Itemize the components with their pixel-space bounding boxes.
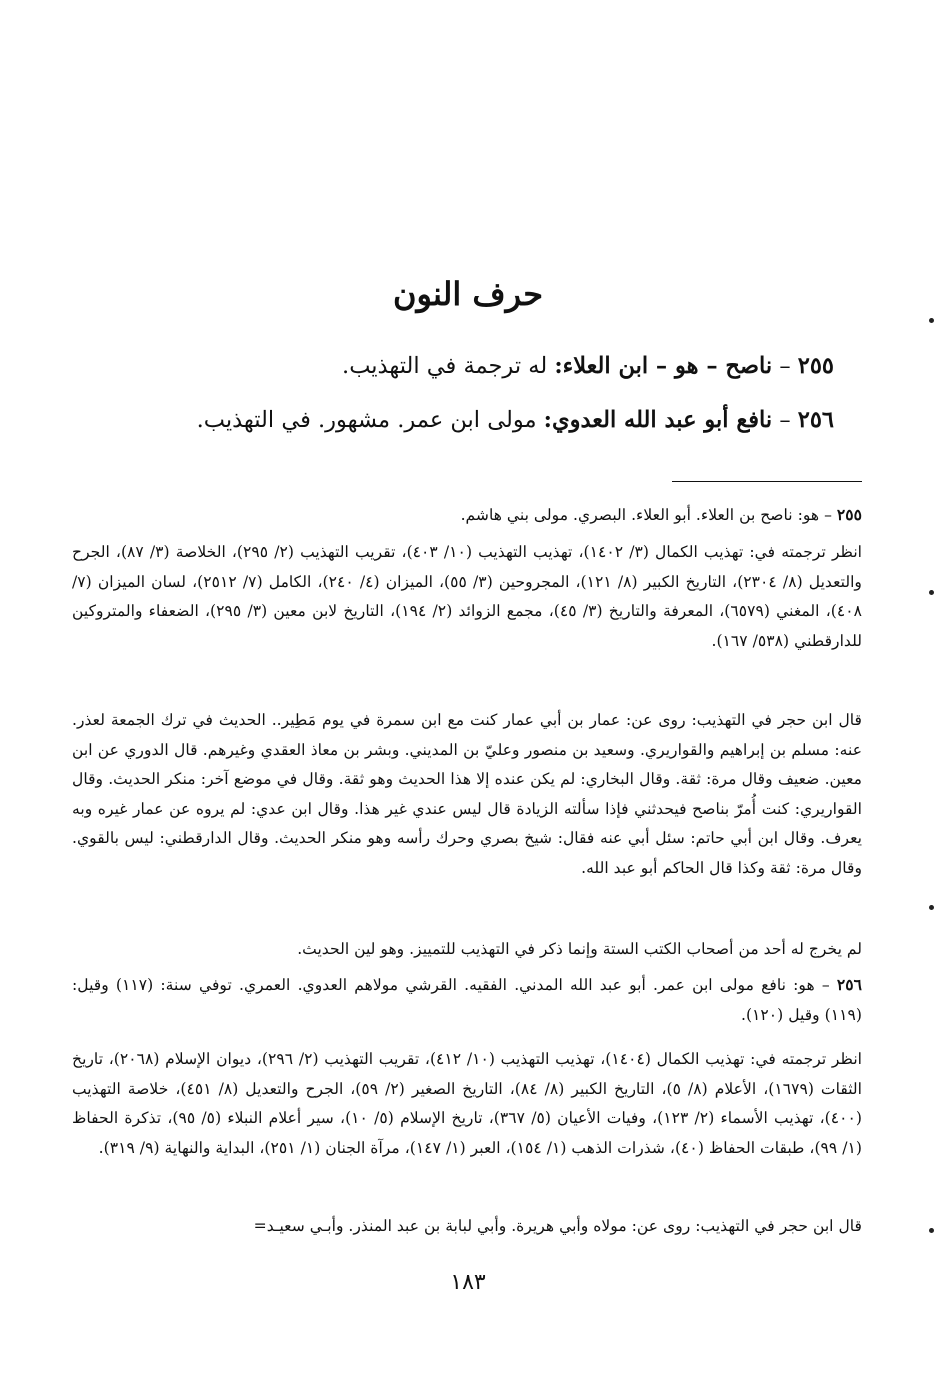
footnote-255-ibn-hajar [72, 706, 862, 883]
footnote-paragraph: انظر ترجمته في: تهذيب الكمال (٣/ ١٤٠٢)، تهذيب التهذيب (١٠/ ٤٠٣)، تقريب التهذيب (٢/ ٢٩٥)، الخلاصة (٣/ ٨٧)، الجرح والتعديل (٨/ ٢٣٠٤)، التاريخ الكبير (٨/ ١٢١)، المجروحين (٣/ ٥٥)، الميزان (٤/ ٢٤٠)، الكامل (٧/ ٢٥١٢)، لسان الميزان (٧/ ٤٠٨)، المغني (٦٥٧٩)، المعرفة والتاريخ (٣/ ٤٥)، مجمع الزوائد (٢/ ١٩٤)، التاريخ لابن معين (٣/ ٢٩٥)، الضعفاء والمتروكين للدارقطني (٥٣٨/ ١٦٧). [72, 543, 863, 650]
scan-speck [929, 1228, 934, 1233]
footnote-number: ٢٥٦ [836, 975, 862, 994]
footnote-text: – هو: ناصح بن العلاء. أبو العلاء. البصري. مولى بني هاشم. [460, 506, 832, 524]
entry-number: ٢٥٦ [797, 407, 834, 433]
entry-name: نافع أبو عبد الله العدوي: [543, 407, 773, 433]
entry-dash: – [779, 407, 791, 433]
entry-text: مولى ابن عمر. مشهور. في التهذيب. [196, 407, 537, 433]
entry-number: ٢٥٥ [797, 353, 834, 379]
footnote-256-head [72, 970, 862, 1030]
footnote-256-ibn-hajar [72, 1212, 862, 1242]
entry-text: له ترجمة في التهذيب. [342, 353, 548, 379]
entry-name: ناصح – هو – ابن العلاء: [554, 353, 773, 379]
footnote-number: ٢٥٥ [836, 505, 862, 524]
scan-speck [929, 905, 934, 910]
footnote-paragraph: لم يخرج له أحد من أصحاب الكتب الستة وإنما ذكر في التهذيب للتمييز. وهو لين الحديث. [297, 940, 862, 958]
entry-256 [94, 400, 834, 440]
footnote-256-references [72, 1045, 862, 1163]
footnote-paragraph: قال ابن حجر في التهذيب: روى عن: عمار بن أبي عمار كنت مع ابن سمرة في يوم مَطِير.. الحديث في ترك الجمعة لعذر. عنه: مسلم بن إبراهيم والقواريري. وسعيد بن منصور وعليّ بن المديني. وبشر بن معاذ العقدي وغيرهم. قال الدوري عن ابن معين. ضعيف وقال مرة: ثقة. وقال البخاري: لم يكن عنده إلا هذا الحديث وهو ثقة. وقال في موضع آخر: منكر الحديث. وقال القواريري: كنت أُمرّ بناصح فيحدثني فإذا سألته الزيادة قال ليس عندي غير هذا. وقال ابن عدي: لم يروه عن عمار غيره وبه يعرف. وقال ابن أبي حاتم: سئل أبي عنه فقال: شيخ بصري وحرك رأسه وهو منكر الحديث. وقال الدارقطني: ليس بالقوي. وقال مرة: ثقة وكذا قال الحاكم أبو عبد الله. [72, 711, 862, 877]
footnote-paragraph: انظر ترجمته في: تهذيب الكمال (١٤٠٤)، تهذيب التهذيب (١٠/ ٤١٢)، تقريب التهذيب (٢/ ٢٩٦)، ديوان الإسلام (٢٠٦٨)، تاريخ الثقات (١٦٧٩)، الأعلام (٨/ ٥)، التاريخ الكبير (٨/ ٨٤)، التاريخ الصغير (٢/ ٥٩)، الجرح والتعديل (٨/ ٤٥١)، خلاصة التهذيب (٤٠٠)، تهذيب الأسماء (٢/ ١٢٣)، وفيات الأعيان (٥/ ٣٦٧)، تاريخ الإسلام (٥/ ١٠)، سير أعلام النبلاء (٥/ ٩٥)، تذكرة الحفاظ (١/ ٩٩)، طبقات الحفاظ (٤٠)، شذرات الذهب (١/ ١٥٤)، العبر (١/ ١٤٧)، مرآة الجنان (١/ ٢٥١)، البداية والنهاية (٩/ ٣١٩). [72, 1050, 863, 1157]
footnote-255-head [72, 500, 862, 531]
scan-speck [929, 318, 934, 323]
chapter-title: حرف النون [392, 275, 544, 313]
footnote-paragraph: قال ابن حجر في التهذيب: روى عن: مولاه وأبي هريرة. وأبي لبابة بن عبد المنذر. وأبـي سعيـد= [253, 1217, 862, 1235]
footnote-separator [672, 481, 862, 482]
entry-255 [94, 346, 834, 386]
scan-speck [929, 590, 934, 595]
page-number: ١٨٣ [450, 1270, 486, 1295]
entry-dash: – [779, 353, 791, 379]
footnote-255-note [72, 935, 862, 965]
footnote-text: – هو: نافع مولى ابن عمر. أبو عبد الله المدني. الفقيه. القرشي مولاهم العدوي. العمري. توفي سنة: (١١٧) وقيل: (١١٩) وقيل (١٢٠). [72, 976, 862, 1024]
footnote-255-references [72, 538, 862, 656]
